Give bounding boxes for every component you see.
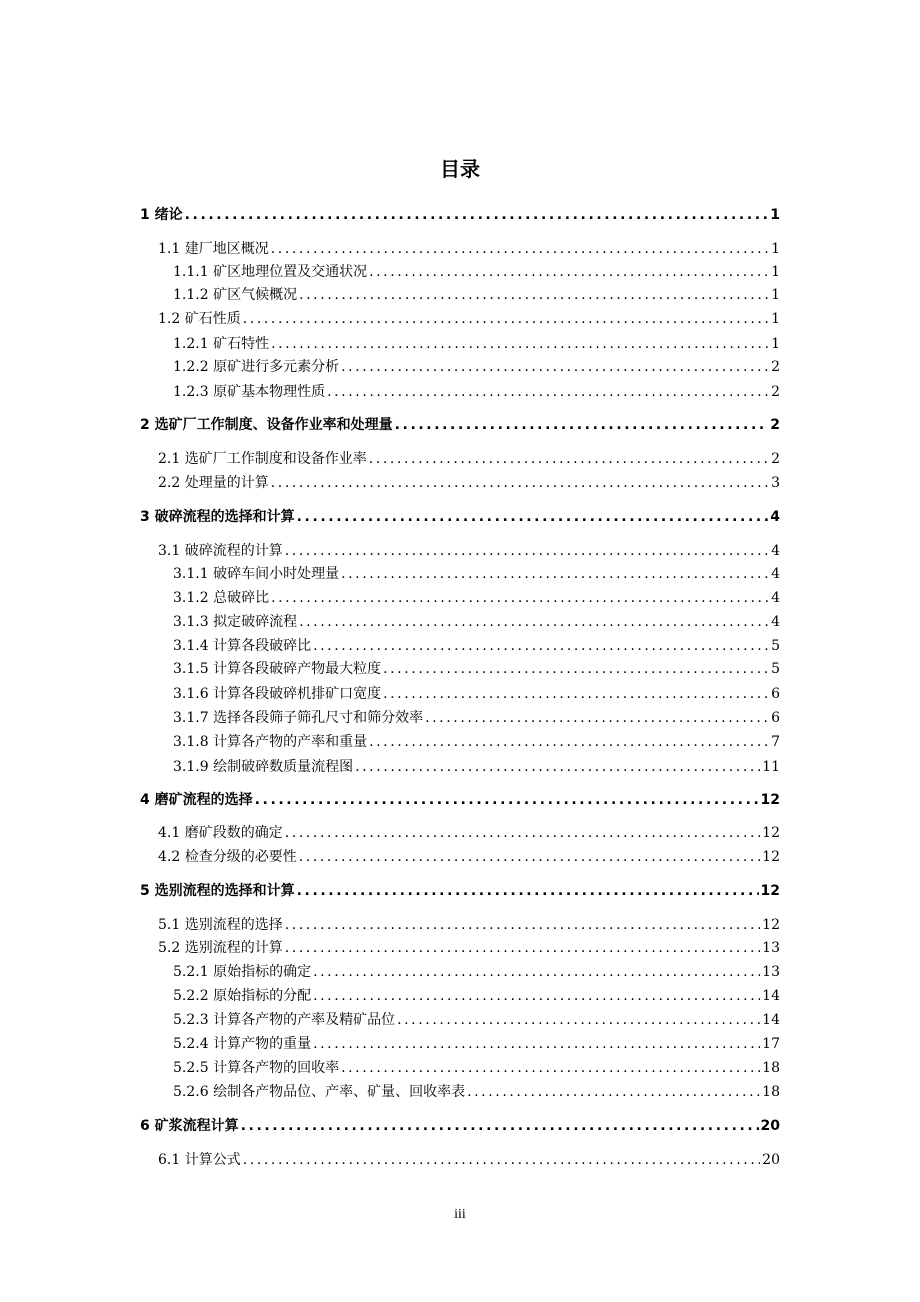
- toc-entry-page-number: 7: [771, 734, 780, 750]
- toc-entry-page-number: 14: [762, 1012, 780, 1028]
- toc-entry-level-2[interactable]: [158, 914, 780, 936]
- toc-dot-leader: [341, 356, 769, 378]
- toc-entry-page-number: 11: [762, 759, 780, 775]
- toc-dot-leader: [271, 333, 769, 355]
- toc-entry-level-3[interactable]: [173, 683, 780, 705]
- toc-entry-page-number: 18: [762, 1060, 780, 1076]
- toc-entry-title: 6 矿浆流程计算: [140, 1118, 239, 1134]
- toc-dot-leader: [285, 540, 769, 562]
- toc-entry-title: 1.2 矿石性质: [158, 311, 241, 327]
- toc-entry-page-number: 5: [771, 638, 780, 654]
- toc-entry-level-3[interactable]: [173, 707, 780, 729]
- toc-entry-page-number: 2: [771, 384, 780, 400]
- toc-entry-title: 3.1 破碎流程的计算: [158, 543, 283, 559]
- toc-dot-leader: [369, 261, 769, 283]
- toc-entry-title: 3.1.1 破碎车间小时处理量: [173, 566, 340, 582]
- toc-entry-title: 5.1 选别流程的选择: [158, 917, 283, 933]
- toc-entry-title: 5.2.1 原始指标的确定: [173, 964, 312, 980]
- toc-dot-leader: [243, 308, 769, 330]
- toc-dot-leader: [313, 985, 760, 1007]
- toc-entry-title: 2.1 选矿厂工作制度和设备作业率: [158, 451, 367, 467]
- toc-entry-level-3[interactable]: [173, 756, 780, 778]
- toc-entry-page-number: 4: [771, 566, 780, 582]
- page-number-footer: iii: [454, 1207, 466, 1222]
- toc-entry-level-3[interactable]: [173, 381, 780, 403]
- toc-entry-level-1[interactable]: [140, 1115, 780, 1137]
- toc-entry-level-2[interactable]: [158, 540, 780, 562]
- toc-entry-title: 3.1.2 总破碎比: [173, 590, 270, 606]
- toc-entry-level-2[interactable]: [158, 472, 780, 494]
- toc-dot-leader: [313, 1033, 760, 1055]
- toc-entry-page-number: 2: [771, 359, 780, 375]
- toc-entry-page-number: 12: [762, 825, 780, 841]
- toc-entry-page-number: 1: [771, 336, 780, 352]
- page-title: 目录: [440, 157, 480, 181]
- toc-entry-page-number: 1: [771, 264, 780, 280]
- toc-entry-level-3[interactable]: [173, 261, 780, 283]
- toc-dot-leader: [241, 1115, 759, 1137]
- toc-entry-page-number: 4: [771, 590, 780, 606]
- toc-dot-leader: [271, 587, 769, 609]
- toc-entry-title: 2 选矿厂工作制度、设备作业率和处理量: [140, 417, 393, 433]
- toc-dot-leader: [327, 381, 769, 403]
- toc-dot-leader: [299, 611, 769, 633]
- toc-entry-level-3[interactable]: [173, 1057, 780, 1079]
- toc-entry-title: 3 破碎流程的选择和计算: [140, 509, 295, 525]
- toc-entry-title: 4.1 磨矿段数的确定: [158, 825, 283, 841]
- toc-entry-level-3[interactable]: [173, 1033, 780, 1055]
- toc-dot-leader: [355, 756, 760, 778]
- toc-entry-page-number: 6: [771, 710, 780, 726]
- toc-entry-page-number: 3: [771, 475, 780, 491]
- toc-dot-leader: [185, 204, 769, 226]
- toc-entry-level-1[interactable]: [140, 204, 780, 226]
- toc-dot-leader: [243, 1149, 760, 1171]
- toc-entry-level-3[interactable]: [173, 658, 780, 680]
- toc-entry-level-3[interactable]: [173, 563, 780, 585]
- toc-entry-page-number: 18: [762, 1084, 780, 1100]
- toc-entry-title: 5 选别流程的选择和计算: [140, 883, 295, 899]
- toc-entry-page-number: 12: [760, 883, 780, 899]
- toc-dot-leader: [297, 506, 769, 528]
- toc-entry-level-3[interactable]: [173, 1009, 780, 1031]
- toc-entry-title: 1.2.3 原矿基本物理性质: [173, 384, 326, 400]
- toc-entry-page-number: 2: [771, 451, 780, 467]
- toc-entry-title: 5.2.4 计算产物的重量: [173, 1036, 312, 1052]
- toc-entry-page-number: 13: [762, 940, 780, 956]
- toc-entry-title: 3.1.6 计算各段破碎机排矿口宽度: [173, 686, 382, 702]
- toc-entry-page-number: 13: [762, 964, 780, 980]
- toc-dot-leader: [255, 789, 759, 811]
- toc-entry-level-2[interactable]: [158, 822, 780, 844]
- toc-entry-title: 5.2.6 绘制各产物品位、产率、矿量、回收率表: [173, 1084, 466, 1100]
- toc-entry-title: 5.2 选别流程的计算: [158, 940, 283, 956]
- toc-entry-title: 1 绪论: [140, 207, 183, 223]
- toc-entry-level-1[interactable]: [140, 506, 780, 528]
- toc-entry-page-number: 4: [771, 543, 780, 559]
- toc-entry-page-number: 1: [771, 311, 780, 327]
- toc-dot-leader: [313, 635, 769, 657]
- toc-entry-level-2[interactable]: [158, 1149, 780, 1171]
- toc-dot-leader: [395, 414, 769, 436]
- toc-entry-title: 4.2 检查分级的必要性: [158, 849, 297, 865]
- toc-entry-title: 1.1 建厂地区概况: [158, 241, 269, 257]
- toc-entry-title: 1.2.1 矿石特性: [173, 336, 270, 352]
- toc-entry-page-number: 20: [760, 1118, 780, 1134]
- toc-entry-title: 5.2.5 计算各产物的回收率: [173, 1060, 340, 1076]
- toc-entry-page-number: 12: [762, 849, 780, 865]
- toc-dot-leader: [369, 448, 769, 470]
- toc-entry-page-number: 1: [771, 287, 780, 303]
- toc-entry-title: 1.1.2 矿区气候概况: [173, 287, 298, 303]
- toc-entry-page-number: 20: [762, 1152, 780, 1168]
- toc-entry-page-number: 12: [760, 792, 780, 808]
- toc-entry-title: 3.1.7 选择各段筛子筛孔尺寸和筛分效率: [173, 710, 424, 726]
- toc-dot-leader: [297, 880, 759, 902]
- toc-entry-title: 3.1.3 拟定破碎流程: [173, 614, 298, 630]
- toc-dot-leader: [271, 238, 769, 260]
- toc-entry-title: 3.1.8 计算各产物的产率和重量: [173, 734, 368, 750]
- toc-entry-level-2[interactable]: [158, 937, 780, 959]
- toc-dot-leader: [369, 731, 769, 753]
- toc-dot-leader: [383, 683, 769, 705]
- toc-entry-level-3[interactable]: [173, 985, 780, 1007]
- toc-entry-title: 3.1.9 绘制破碎数质量流程图: [173, 759, 354, 775]
- toc-entry-title: 6.1 计算公式: [158, 1152, 241, 1168]
- toc-entry-level-2[interactable]: [158, 448, 780, 470]
- toc-entry-page-number: 6: [771, 686, 780, 702]
- toc-entry-level-3[interactable]: [173, 284, 780, 306]
- toc-entry-level-3[interactable]: [173, 587, 780, 609]
- toc-entry-level-3[interactable]: [173, 635, 780, 657]
- toc-dot-leader: [313, 961, 760, 983]
- toc-dot-leader: [425, 707, 769, 729]
- toc-dot-leader: [299, 284, 769, 306]
- toc-entry-page-number: 1: [770, 207, 780, 223]
- toc-entry-title: 5.2.2 原始指标的分配: [173, 988, 312, 1004]
- toc-dot-leader: [383, 658, 769, 680]
- toc-entry-title: 4 磨矿流程的选择: [140, 792, 253, 808]
- toc-entry-level-3[interactable]: [173, 1081, 780, 1103]
- toc-dot-leader: [285, 822, 760, 844]
- toc-dot-leader: [341, 563, 769, 585]
- toc-entry-title: 1.2.2 原矿进行多元素分析: [173, 359, 340, 375]
- toc-entry-level-3[interactable]: [173, 356, 780, 378]
- toc-entry-page-number: 12: [762, 917, 780, 933]
- toc-entry-page-number: 4: [771, 614, 780, 630]
- toc-entry-page-number: 2: [770, 417, 780, 433]
- toc-dot-leader: [397, 1009, 760, 1031]
- toc-dot-leader: [285, 937, 760, 959]
- toc-entry-page-number: 1: [771, 241, 780, 257]
- toc-dot-leader: [341, 1057, 760, 1079]
- toc-entry-level-3[interactable]: [173, 731, 780, 753]
- toc-entry-level-1[interactable]: [140, 880, 780, 902]
- toc-entry-page-number: 17: [762, 1036, 780, 1052]
- toc-dot-leader: [271, 472, 769, 494]
- toc-entry-level-1[interactable]: [140, 789, 780, 811]
- toc-entry-level-3[interactable]: [173, 611, 780, 633]
- toc-entry-page-number: 4: [770, 509, 780, 525]
- toc-entry-title: 3.1.5 计算各段破碎产物最大粒度: [173, 661, 382, 677]
- toc-entry-page-number: 14: [762, 988, 780, 1004]
- toc-dot-leader: [467, 1081, 760, 1103]
- toc-entry-title: 5.2.3 计算各产物的产率及精矿品位: [173, 1012, 396, 1028]
- toc-entry-level-2[interactable]: [158, 308, 780, 330]
- toc-entry-level-2[interactable]: [158, 846, 780, 868]
- toc-dot-leader: [285, 914, 760, 936]
- toc-entry-title: 1.1.1 矿区地理位置及交通状况: [173, 264, 368, 280]
- toc-entry-level-3[interactable]: [173, 961, 780, 983]
- toc-entry-title: 3.1.4 计算各段破碎比: [173, 638, 312, 654]
- toc-dot-leader: [299, 846, 760, 868]
- toc-entry-page-number: 5: [771, 661, 780, 677]
- toc-entry-level-2[interactable]: [158, 238, 780, 260]
- toc-entry-level-1[interactable]: [140, 414, 780, 436]
- toc-entry-title: 2.2 处理量的计算: [158, 475, 269, 491]
- toc-entry-level-3[interactable]: [173, 333, 780, 355]
